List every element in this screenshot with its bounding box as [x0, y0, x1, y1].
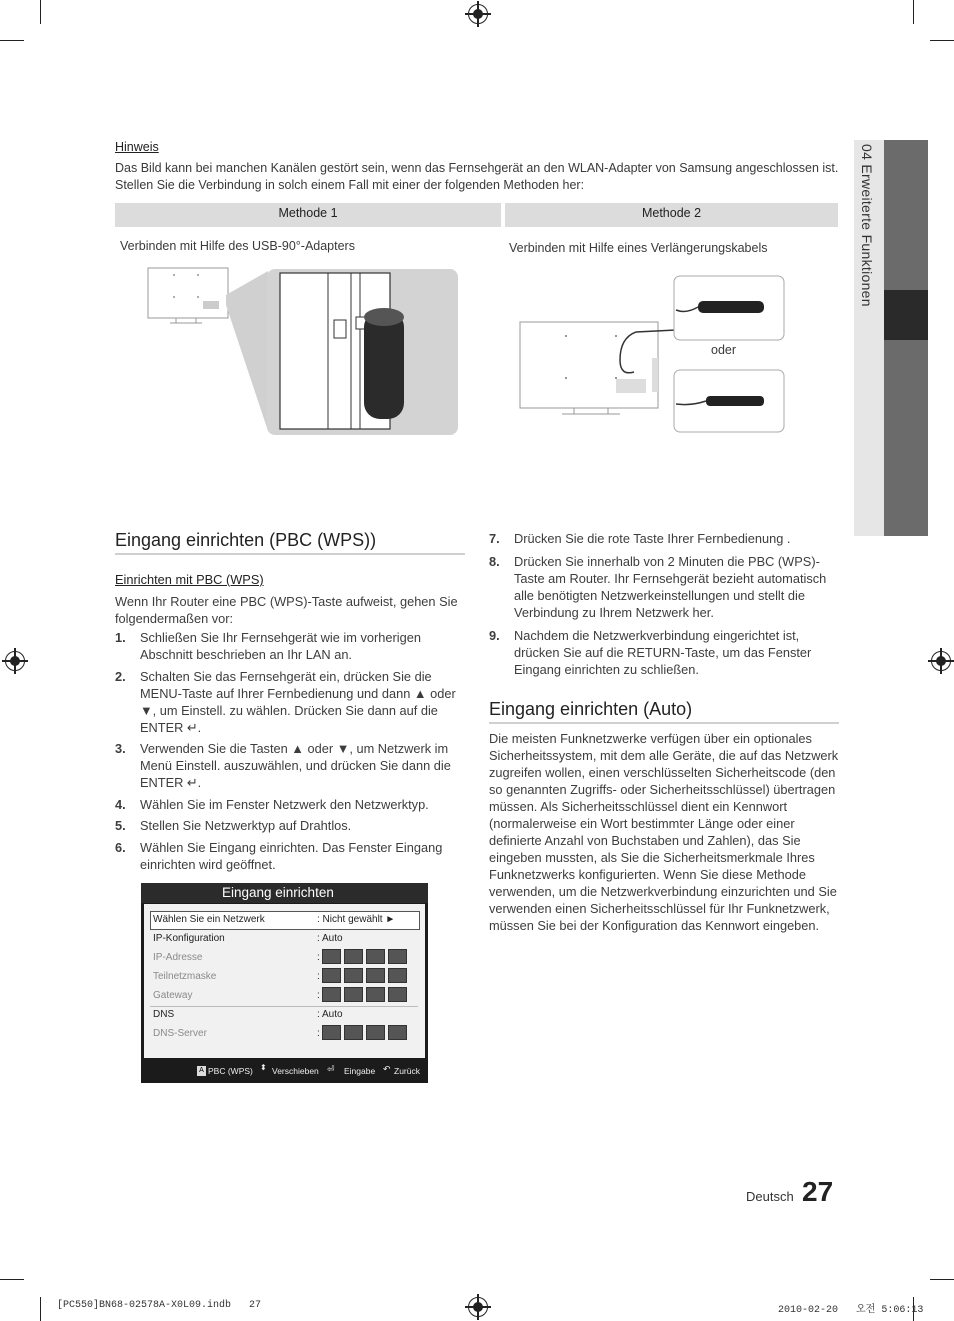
- crop-mark: [0, 40, 24, 41]
- note-title: Hinweis: [115, 140, 159, 154]
- ip-field: [344, 987, 363, 1002]
- registration-mark-icon: [468, 1297, 488, 1317]
- menu-row-value: :: [317, 1028, 320, 1039]
- chapter-label: 04 Erweiterte Funktionen: [859, 144, 875, 307]
- menu-row-value: : Nicht gewählt ►: [317, 914, 396, 925]
- registration-mark-icon: [931, 651, 951, 671]
- menu-row-value: : Auto: [317, 1009, 343, 1020]
- method-1-header: Methode 1: [115, 203, 501, 227]
- step-item: 3. Verwenden Sie die Tasten ▲ oder ▼, um Netzwerk im Menü Einstell. auszuwählen, und drücken Sie dann die ENTER ↵.: [115, 741, 451, 790]
- menu-content: [144, 904, 425, 1058]
- crop-mark: [913, 0, 914, 24]
- back-label: Zurück: [394, 1066, 420, 1076]
- heading-rule: [115, 553, 465, 555]
- step-item: 7. Drücken Sie die rote Taste Ihrer Fernbedienung .: [489, 531, 791, 546]
- crop-mark: [40, 0, 41, 24]
- ip-field: [388, 968, 407, 983]
- auto-paragraph: Die meisten Funknetzwerke verfügen über ein optionales Sicherheitssystem, mit dem alle Geräte, die auf das Netzwerk zugreifen wollen, einen verschlüsselten Sicherheitscode (den so genannten Zugriffs- oder Sicherheitsschlüssel) übertragen müssen. Als Sicherheitsschlüssel dient ein Kennwort (normalerweise ein Wort bestimmter Länge oder einer definierte Anzahl von Buchstaben und Zahlen), das Sie eingeben mussten, als Sie die Sicherheitsmerkmale Ihres Funknetzwerks konfigurierten. Wenn Sie diese Methode verwenden, um die Netzwerkverbindung einzurichten und Sie verwenden einen Sicherheitsschlüssel für Ihr Funknetzwerk, müssen Sie bei der Konfiguration das Kennwort eingeben.: [489, 731, 839, 933]
- step-item: 4. Wählen Sie im Fenster Netzwerk den Netzwerktyp.: [115, 796, 429, 812]
- ip-field: [366, 1025, 385, 1040]
- menu-row-label: DNS-Server: [153, 1028, 207, 1039]
- menu-footer: [141, 1060, 428, 1083]
- subheading-pbc: Einrichten mit PBC (WPS): [115, 572, 264, 587]
- chapter-side-tab: [854, 140, 928, 536]
- menu-title: Eingang einrichten: [141, 883, 428, 903]
- menu-row-label: Teilnetzmaske: [153, 971, 217, 982]
- ip-field: [388, 949, 407, 964]
- page-number: 27: [802, 1176, 834, 1207]
- a-button-icon: A: [197, 1066, 206, 1076]
- note-text: Das Bild kann bei manchen Kanälen gestört sein, wenn das Fernsehgerät an den WLAN-Adapter von Samsung angeschlossen ist. Stellen Sie die Verbindung in solch einem Fall mit einer der folgenden Methoden her:: [115, 161, 839, 192]
- menu-row-label: Gateway: [153, 990, 193, 1001]
- menu-row-value: :: [317, 990, 320, 1001]
- network-settings-menu: [141, 883, 428, 1083]
- return-icon: ↶: [383, 1064, 391, 1074]
- registration-mark-icon: [5, 651, 25, 671]
- registration-mark-icon: [468, 4, 488, 24]
- menu-row-label: IP-Adresse: [153, 952, 203, 963]
- oder-label: oder: [711, 343, 737, 357]
- menu-row-value: :: [317, 952, 320, 963]
- crop-mark: [930, 40, 954, 41]
- menu-row-label[interactable]: DNS: [153, 1009, 175, 1020]
- ip-field: [366, 987, 385, 1002]
- pbc-intro: Wenn Ihr Router eine PBC (WPS)-Taste aufweist, gehen Sie folgendermaßen vor:: [115, 594, 458, 626]
- step-item: 8. Drücken Sie innerhalb von 2 Minuten die PBC (WPS)-Taste am Router. Ihr Fernsehgerät bezieht automatisch alle benötigten Netzwerkeinstellungen und stellt die Verbindung zu Ihrem Netzwerk her.: [489, 554, 827, 620]
- move-label: Verschieben: [272, 1066, 319, 1076]
- menu-row-value: :: [317, 971, 320, 982]
- crop-mark: [930, 1279, 954, 1280]
- method-2-description: Verbinden mit Hilfe eines Verlängerungskabels: [509, 241, 768, 255]
- section-heading-pbc: Eingang einrichten (PBC (WPS)): [115, 530, 377, 550]
- updown-icon: ⬍: [260, 1063, 267, 1072]
- crop-mark: [40, 1297, 41, 1321]
- enter-icon: ⏎: [327, 1064, 335, 1074]
- pbc-steps-continued: [489, 530, 834, 683]
- crop-mark: [0, 1279, 24, 1280]
- step-item: 6. Wählen Sie Eingang einrichten. Das Fenster Eingang einrichten wird geöffnet.: [115, 839, 443, 872]
- ip-field: [366, 949, 385, 964]
- extension-cable-illustration: [516, 274, 790, 434]
- ip-field: [344, 1025, 363, 1040]
- enter-label: Eingabe: [344, 1066, 376, 1076]
- usb-adapter-illustration: [146, 265, 460, 437]
- pbc-steps: [115, 629, 460, 877]
- step-item: 2. Schalten Sie das Fernsehgerät ein, drücken Sie die MENU-Taste auf Ihrer Fernbedienung und dann ▲ oder ▼, um Einstell. zu wählen. Drücken Sie dann auf die ENTER ↵.: [115, 668, 456, 735]
- menu-row-label[interactable]: IP-Konfiguration: [153, 933, 225, 944]
- heading-rule: [489, 722, 839, 724]
- section-heading-auto: Eingang einrichten (Auto): [489, 699, 693, 719]
- method-1-description: Verbinden mit Hilfe des USB-90°-Adapters: [120, 239, 355, 253]
- method-2-header: Methode 2: [505, 203, 838, 227]
- ip-field: [388, 987, 407, 1002]
- ip-field: [344, 949, 363, 964]
- ip-field: [322, 1025, 341, 1040]
- ip-field: [322, 968, 341, 983]
- ip-field: [366, 968, 385, 983]
- step-item: 1. Schließen Sie Ihr Fernsehgerät wie im vorherigen Abschnitt beschrieben an Ihr LAN an.: [115, 630, 421, 662]
- print-file-info: [PC550]BN68-02578A-X0L09.indb 27: [57, 1300, 262, 1311]
- step-item: 9. Nachdem die Netzwerkverbindung eingerichtet ist, drücken Sie auf die RETURN-Taste, um das Fenster Eingang einrichten zu schließen.: [489, 628, 812, 677]
- ip-field: [322, 949, 341, 964]
- ip-field: [322, 987, 341, 1002]
- menu-row-label: Wählen Sie ein Netzwerk: [153, 914, 265, 925]
- menu-divider: [150, 1006, 418, 1007]
- pbc-label: PBC (WPS): [208, 1066, 253, 1076]
- step-item: 5. Stellen Sie Netzwerktyp auf Drahtlos.: [115, 818, 352, 833]
- ip-field: [388, 1025, 407, 1040]
- print-date-info: 2010-02-20 오전 5:06:13: [778, 1305, 924, 1316]
- footer-language: Deutsch: [746, 1189, 794, 1204]
- ip-field: [344, 968, 363, 983]
- menu-row-value: : Auto: [317, 933, 343, 944]
